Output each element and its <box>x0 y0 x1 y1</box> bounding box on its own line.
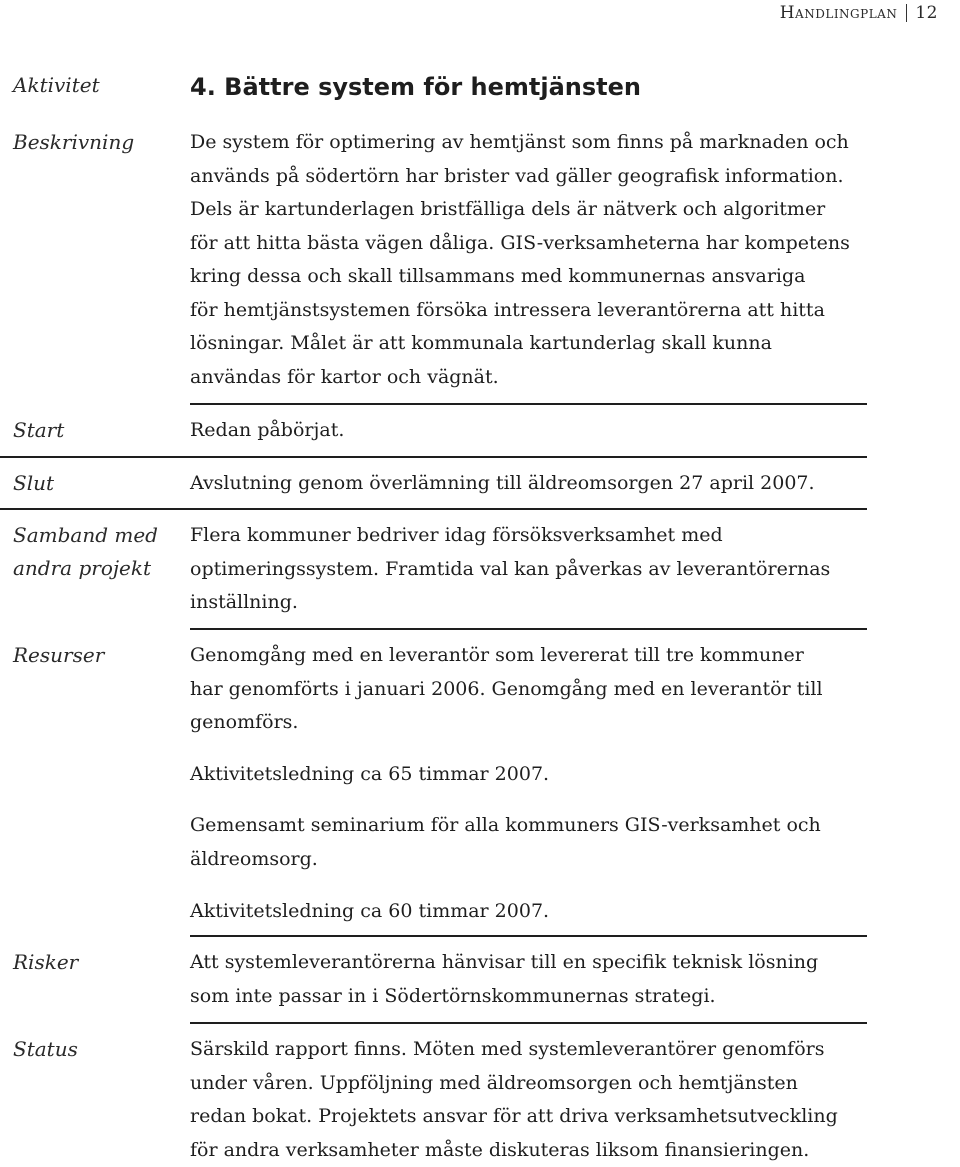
text-line: Dels är kartunderlagen bristfälliga dels är nätverk och algoritmer <box>190 193 910 227</box>
text-line: används på södertörn har brister vad gäller geografisk information. <box>190 160 910 194</box>
section-divider <box>190 1022 867 1024</box>
header-divider <box>906 4 907 22</box>
risker-text <box>190 946 910 1013</box>
section-divider <box>190 403 867 405</box>
status-text <box>190 1033 910 1167</box>
label-samband-line: Samband med <box>13 519 158 552</box>
header-title: Handlingplan <box>780 3 898 23</box>
resurser-paragraph-2: Aktivitetsledning ca 65 timmar 2007. <box>190 758 910 792</box>
text-line: Att systemleverantörerna hänvisar till en specifik teknisk lösning <box>190 946 910 980</box>
text-line: lösningar. Målet är att kommunala kartunderlag skall kunna <box>190 327 910 361</box>
start-text: Redan påbörjat. <box>190 414 910 448</box>
activity-title: 4. Bättre system för hemtjänsten <box>190 70 641 104</box>
text-line: kring dessa och skall tillsammans med kommunernas ansvariga <box>190 260 910 294</box>
text-line: under våren. Uppföljning med äldreomsorgen och hemtjänsten <box>190 1067 910 1101</box>
page-number: 12 <box>915 3 938 23</box>
label-risker: Risker <box>13 946 78 979</box>
text-line: redan bokat. Projektets ansvar för att driva verksamhetsutveckling <box>190 1100 910 1134</box>
text-line: Flera kommuner bedriver idag försöksverksamhet med <box>190 519 910 553</box>
label-resurser: Resurser <box>13 639 104 672</box>
text-line: för andra verksamheter måste diskuteras liksom finansieringen. <box>190 1134 910 1167</box>
page-header <box>780 0 938 26</box>
resurser-paragraph-4: Aktivitetsledning ca 60 timmar 2007. <box>190 895 910 929</box>
resurser-paragraph-3 <box>190 809 910 876</box>
text-line: optimeringssystem. Framtida val kan påverkas av leverantörernas <box>190 553 910 587</box>
text-line: har genomförts i januari 2006. Genomgång med en leverantör till <box>190 673 910 707</box>
text-line: De system för optimering av hemtjänst som finns på marknaden och <box>190 126 910 160</box>
label-aktivitet: Aktivitet <box>13 69 100 102</box>
text-line: Genomgång med en leverantör som levererat till tre kommuner <box>190 639 910 673</box>
label-slut: Slut <box>13 467 54 500</box>
text-line: äldreomsorg. <box>190 843 910 877</box>
resurser-paragraph-1 <box>190 639 910 740</box>
beskrivning-text <box>190 126 910 394</box>
label-samband-line: andra projekt <box>13 552 158 585</box>
text-line: Särskild rapport finns. Möten med systemleverantörer genomförs <box>190 1033 910 1067</box>
text-line: Gemensamt seminarium för alla kommuners GIS-verksamhet och <box>190 809 910 843</box>
samband-text <box>190 519 910 620</box>
section-divider <box>190 935 867 937</box>
text-line: genomförs. <box>190 706 910 740</box>
text-line: användas för kartor och vägnät. <box>190 361 910 395</box>
text-line: som inte passar in i Södertörnskommunernas strategi. <box>190 980 910 1014</box>
label-status: Status <box>13 1033 78 1066</box>
text-line: för hemtjänstsystemen försöka intressera leverantörerna att hitta <box>190 294 910 328</box>
section-divider <box>190 628 867 630</box>
section-divider <box>0 456 867 458</box>
label-beskrivning: Beskrivning <box>13 126 134 159</box>
section-divider <box>0 508 867 510</box>
slut-text: Avslutning genom överlämning till äldreomsorgen 27 april 2007. <box>190 467 910 501</box>
label-samband <box>13 519 158 585</box>
label-start: Start <box>13 414 64 447</box>
text-line: inställning. <box>190 586 910 620</box>
text-line: för att hitta bästa vägen dåliga. GIS-verksamheterna har kompetens <box>190 227 910 261</box>
